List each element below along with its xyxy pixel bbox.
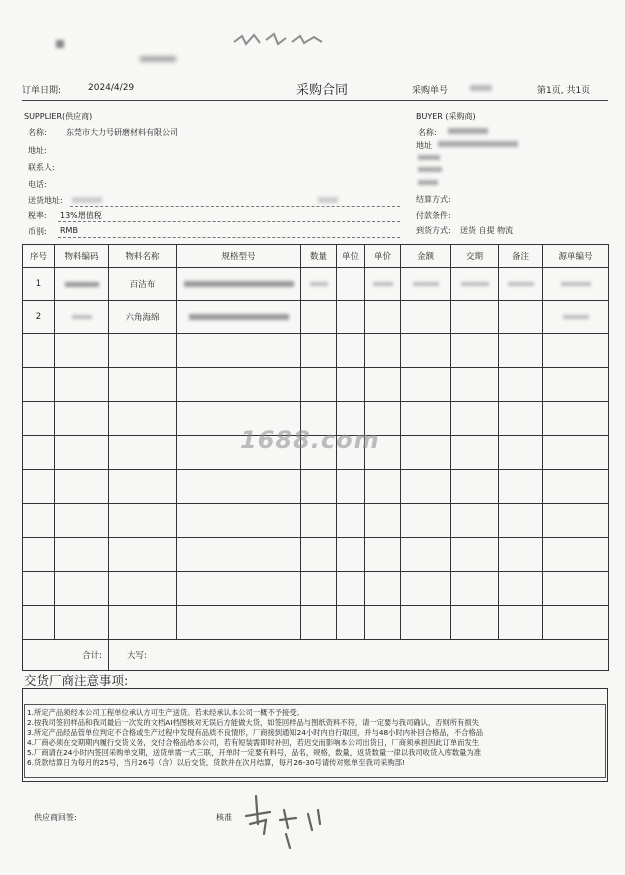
buyer-name-label: 名称: <box>418 128 437 137</box>
notes-title: 交货厂商注意事项: <box>24 673 129 688</box>
order-date-label: 订单日期: <box>22 86 62 96</box>
material-name: 六角海绵 <box>109 301 177 334</box>
settlement-label: 结算方式: <box>416 195 451 204</box>
purchase-items-table <box>22 244 609 671</box>
delivery-address-blur-2 <box>318 197 338 203</box>
arrival-method: 送货 自提 物流 <box>460 226 514 235</box>
col-qty: 数量 <box>301 245 337 268</box>
row-no: 1 <box>23 268 55 301</box>
col-delivery: 交期 <box>451 245 499 268</box>
page-title: 采购合同 <box>296 83 349 98</box>
supplier-heading: SUPPLIER(供应商) <box>24 112 93 121</box>
note-item: 5.厂商请在24小时内签回采购单交期，送货单需一式三联，开单时一定要有料号，品名，规格，数量，返货数量一律以我司收货入库数量为准 <box>27 748 482 757</box>
table-row <box>23 301 609 334</box>
note-item: 2.按我司签回样品和我司最后一次发的文档AI档图核对无误后方能做大货，如签回样品与图纸资料不符，请一定要与我司确认，否则所有损失 <box>27 718 479 727</box>
po-number-blur <box>470 85 492 91</box>
delivery-address-line <box>70 206 400 207</box>
watermark: 1688.com <box>240 426 380 454</box>
total-row <box>23 640 609 671</box>
tax-rate-label: 税率: <box>28 211 47 220</box>
material-code-blur <box>55 268 109 301</box>
buyer-address-blur <box>438 141 518 147</box>
top-stamp-mark <box>230 30 330 50</box>
payment-terms-label: 付款条件: <box>416 211 451 220</box>
note-item: 3.所定产品经品管单位判定不合格或生产过程中发现有品质不良情形，厂商接到通知24小时内自行取回，并与48小时内补回合格品，不合格品 <box>27 728 484 737</box>
supplier-name-label: 名称: <box>28 128 47 137</box>
currency-line <box>58 237 400 238</box>
note-item: 6.货款结算日为每月的25号，当月26号（含）以后交货，货款并在次月结算，每月26-30号请传对账单至我司采购部! <box>27 758 406 767</box>
table-row <box>23 268 609 301</box>
note-item: 1.所定产品须经本公司工程单位承认方可生产送货。若未经承认本公司一概不予接受。 <box>27 708 304 717</box>
currency: RMB <box>60 226 78 235</box>
notes-box <box>22 688 608 782</box>
supplier-phone-label: 电话: <box>28 180 47 189</box>
po-number-label: 采购单号 <box>412 86 449 96</box>
delivery-address-label: 送货地址: <box>28 196 63 205</box>
col-no: 序号 <box>23 245 55 268</box>
corner-mark <box>56 40 64 48</box>
delivery-address-blur <box>72 197 102 203</box>
col-remark: 备注 <box>499 245 543 268</box>
supplier-contact-label: 联系人: <box>28 163 55 172</box>
supplier-sign-label: 供应商回签: <box>34 813 77 822</box>
col-amount: 金额 <box>401 245 451 268</box>
top-blur-mark <box>140 56 176 62</box>
buyer-phone-blur <box>418 167 442 172</box>
col-price: 单价 <box>365 245 401 268</box>
spec-blur <box>177 301 301 334</box>
buyer-heading: BUYER (采购商) <box>416 112 476 121</box>
approve-label: 核准 <box>216 813 232 822</box>
buyer-fax-blur <box>418 180 438 185</box>
buyer-contact-blur <box>418 155 440 160</box>
order-date: 2024/4/29 <box>88 83 135 93</box>
uppercase-label: 大写: <box>109 640 609 671</box>
note-item: 4.厂商必须在交期期内履行交货义务，交付合格品给本公司，若有短装需即时补回，若迟交而影响本公司出货日，厂商须承担因此订单而发生 <box>27 738 480 747</box>
col-material-code: 物料编码 <box>55 245 109 268</box>
col-material-name: 物料名称 <box>109 245 177 268</box>
tax-rate-line <box>58 221 400 222</box>
header-divider <box>22 100 608 101</box>
page-info: 第1页, 共1页 <box>537 86 591 96</box>
arrival-method-label: 到货方式: <box>416 226 451 235</box>
buyer-address-label: 地址 <box>416 141 432 150</box>
buyer-name-blur <box>448 128 488 134</box>
col-spec: 规格型号 <box>177 245 301 268</box>
supplier-address-label: 地址: <box>28 146 47 155</box>
material-code-blur <box>55 301 109 334</box>
col-source-no: 源单编号 <box>543 245 609 268</box>
currency-label: 币别: <box>28 227 47 236</box>
col-unit: 单位 <box>337 245 365 268</box>
handwritten-signature <box>226 790 336 860</box>
material-name: 百洁布 <box>109 268 177 301</box>
total-label: 合计: <box>23 640 109 671</box>
row-no: 2 <box>23 301 55 334</box>
supplier-name: 东莞市大力号研磨材料有限公司 <box>66 128 178 137</box>
spec-blur <box>177 268 301 301</box>
tax-rate: 13%增值税 <box>60 211 102 220</box>
